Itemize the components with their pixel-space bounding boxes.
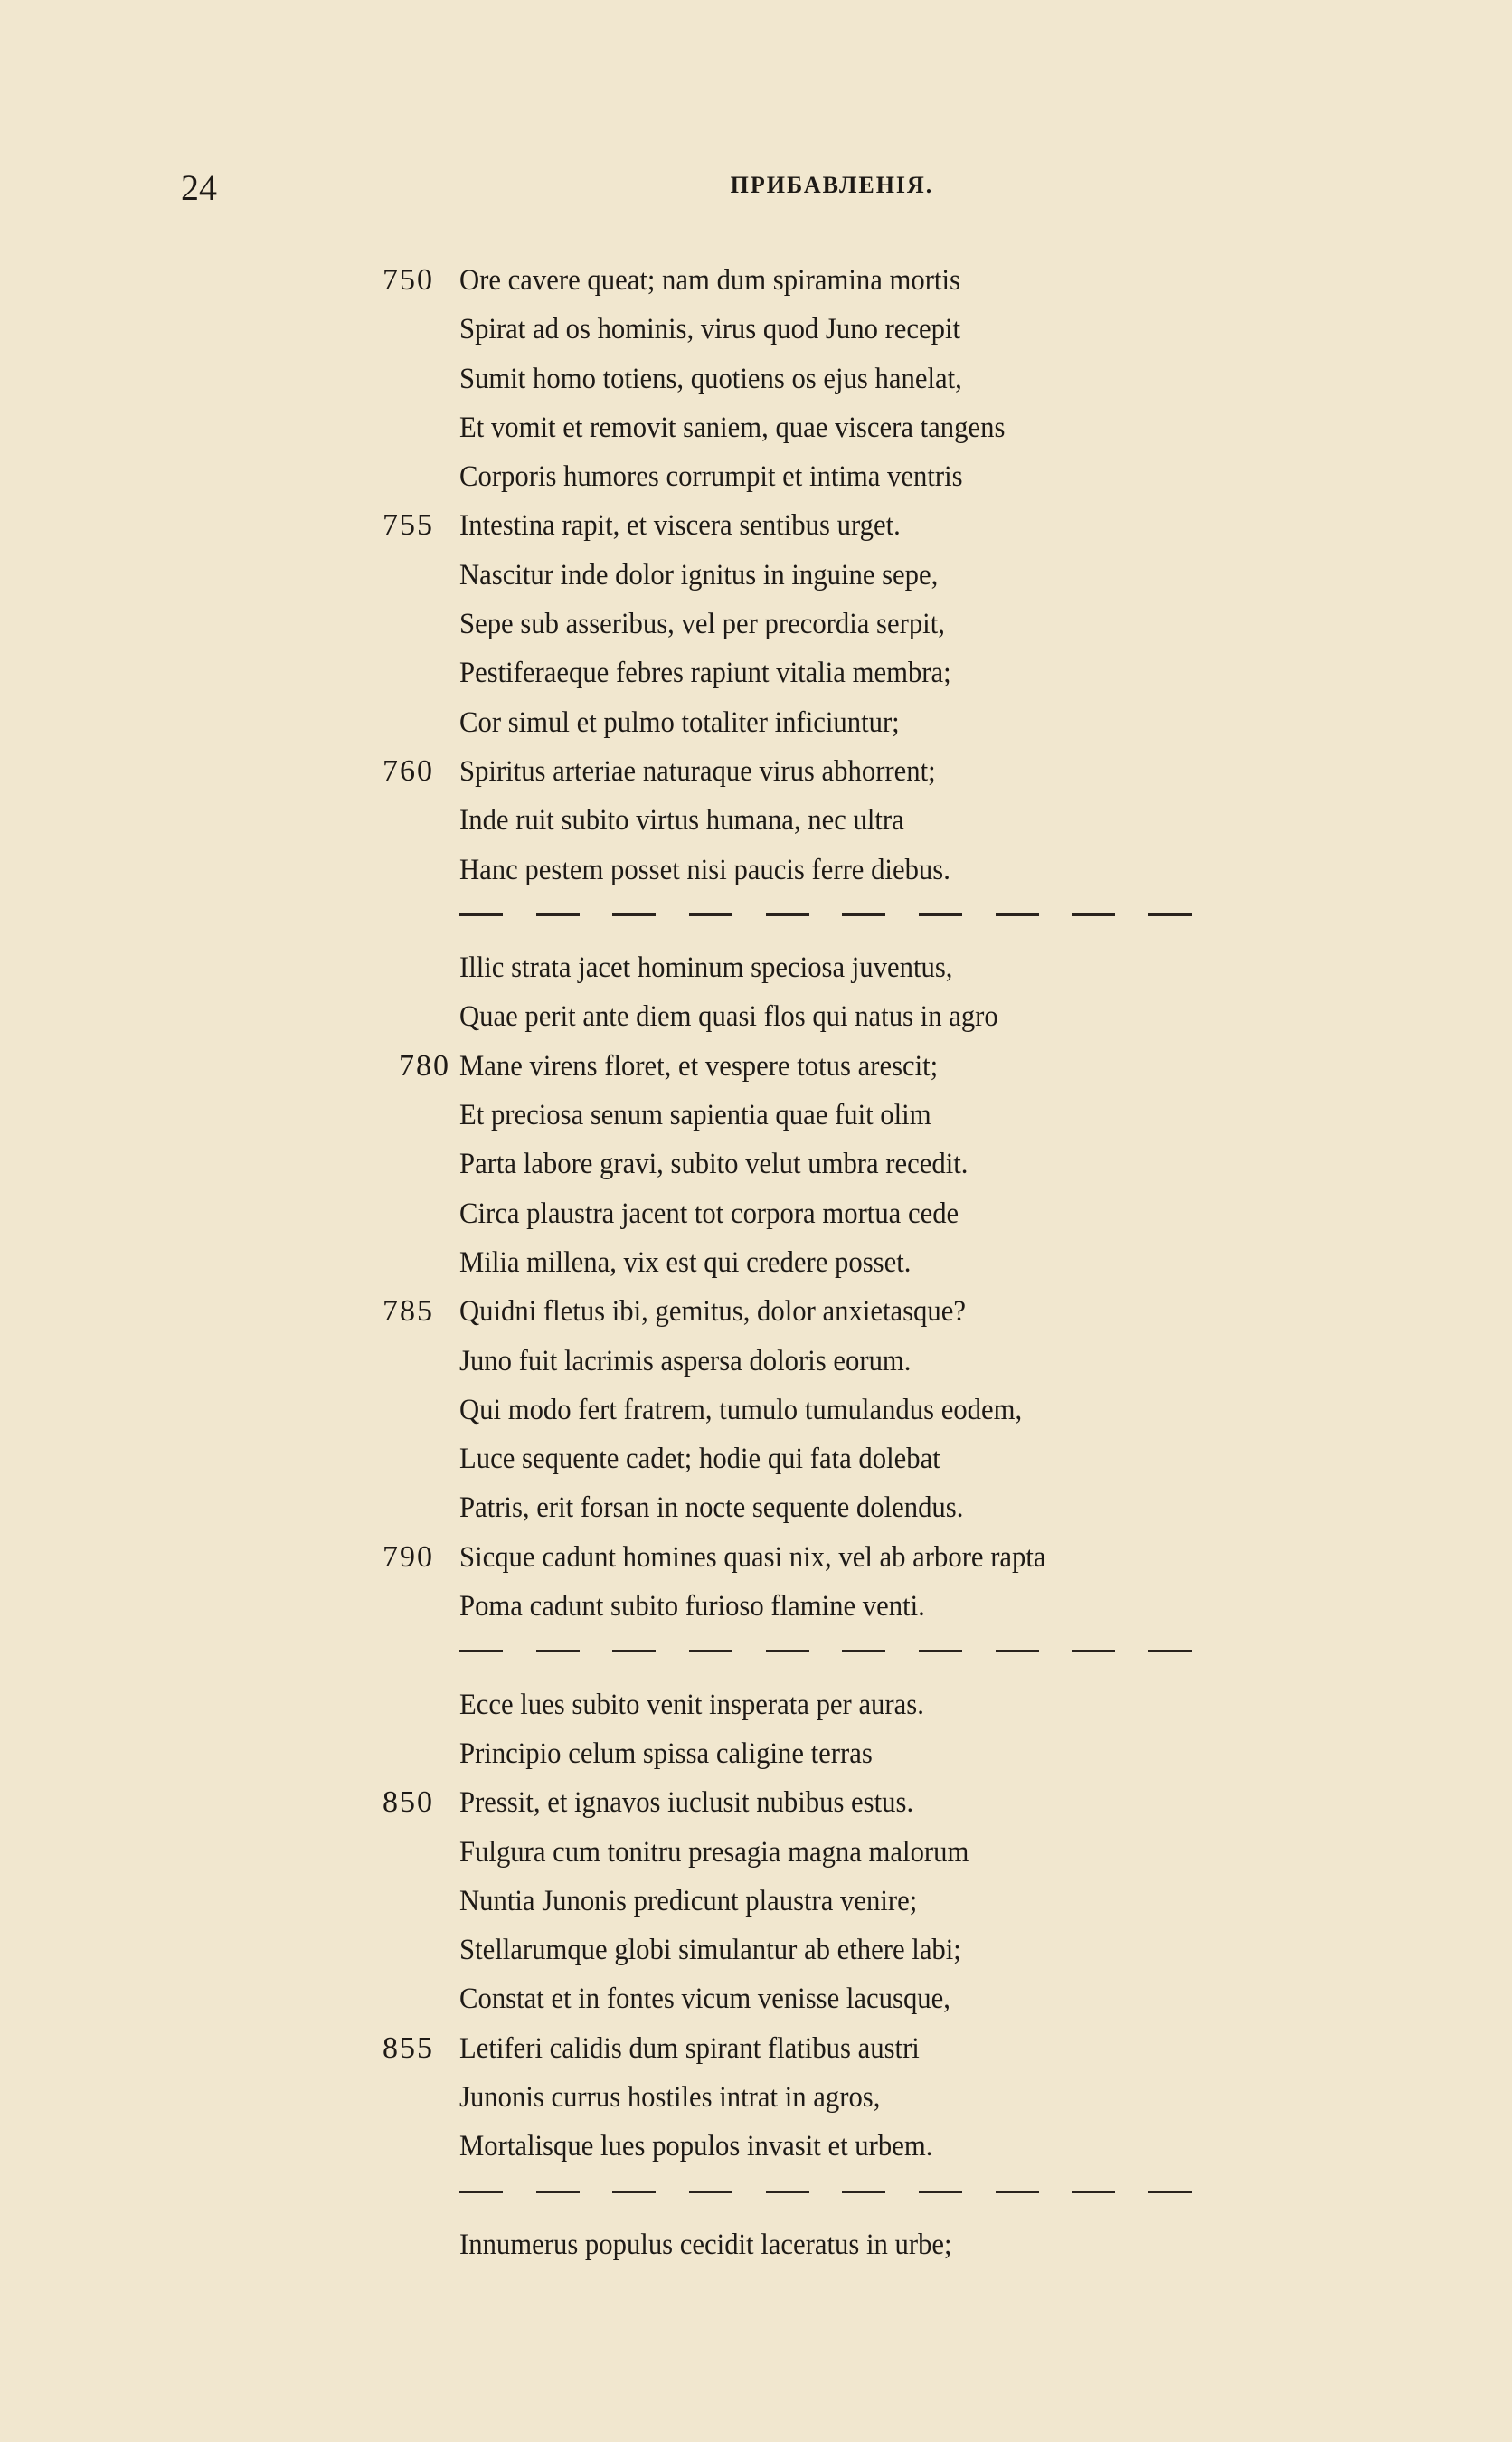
omission-divider: [0, 895, 1512, 944]
dash: [996, 913, 1039, 916]
verse-line: [0, 355, 1512, 404]
dash: [766, 1650, 809, 1652]
verse-line: [0, 306, 1512, 355]
dash: [842, 913, 885, 916]
line-number: 760: [383, 753, 434, 788]
verse-line: [0, 1583, 1512, 1632]
verse-line: [0, 2074, 1512, 2123]
verse-text: Illic strata jacet hominum speciosa juventus,: [459, 951, 953, 985]
verse-line: [0, 847, 1512, 895]
line-number: 780: [399, 1048, 450, 1083]
verse-line: [0, 453, 1512, 502]
running-header: ПРИБАВЛЕНІЯ.: [730, 172, 934, 198]
verse-text: Letiferi calidis dum spirant flatibus austri: [459, 2031, 920, 2065]
line-number: 755: [383, 508, 434, 543]
verse-line: [0, 993, 1512, 1042]
verse-line: [0, 1092, 1512, 1141]
verse-text: Fulgura cum tonitru presagia magna malorum: [459, 1835, 969, 1869]
verse-text: Constat et in fontes vicum venisse lacusque,: [459, 1983, 950, 2016]
verse-line: [0, 748, 1512, 797]
dash: [612, 913, 656, 916]
verse-line: [0, 1288, 1512, 1337]
verse-line: [0, 699, 1512, 748]
verse-line: [0, 552, 1512, 601]
verse-line: [0, 1484, 1512, 1533]
verse-line: [0, 2221, 1512, 2270]
dash: [536, 2191, 580, 2193]
verse-line: [0, 1534, 1512, 1583]
dash: [612, 1650, 656, 1652]
verse-text: Luce sequente cadet; hodie qui fata dolebat: [459, 1443, 940, 1476]
verse-text: Patris, erit forsan in nocte sequente dolendus.: [459, 1491, 964, 1525]
line-number: 785: [383, 1294, 434, 1329]
verse-text: Corporis humores corrumpit et intima ventris: [459, 460, 963, 494]
dash: [1148, 913, 1192, 916]
verse-line: [0, 2025, 1512, 2074]
verse-line: [0, 1975, 1512, 2024]
dash: [459, 1650, 503, 1652]
verse-text: Et preciosa senum sapientia quae fuit olim: [459, 1099, 931, 1132]
verse-text: Pressit, et ignavos iuclusit nubibus estus.: [459, 1786, 914, 1820]
verse-text: Junonis currus hostiles intrat in agros,: [459, 2080, 881, 2114]
verse-text: Nuntia Junonis predicunt plaustra venire;: [459, 1884, 918, 1917]
verse-text: Poma cadunt subito furioso flamine venti.: [459, 1590, 925, 1623]
line-number: 790: [383, 1539, 434, 1574]
verse-text: Inde ruit subito virtus humana, nec ultra: [459, 804, 904, 838]
line-number: 850: [383, 1785, 434, 1820]
verse-line: [0, 257, 1512, 306]
dash: [919, 913, 962, 916]
dash-row: [459, 1650, 1192, 1653]
verse-text: Qui modo fert fratrem, tumulo tumulandus eodem,: [459, 1393, 1023, 1426]
verse-text: Juno fuit lacrimis aspersa doloris eorum.: [459, 1344, 912, 1377]
dash: [919, 1650, 962, 1652]
verse-line: [0, 1435, 1512, 1484]
verse-line: [0, 2123, 1512, 2172]
dash: [459, 2191, 503, 2193]
dash: [689, 1650, 732, 1652]
line-number: 750: [383, 263, 434, 297]
verse-text: Milia millena, vix est qui credere posset.: [459, 1245, 912, 1279]
dash: [842, 1650, 885, 1652]
verse-text: Spiritus arteriae naturaque virus abhorrent;: [459, 754, 936, 788]
verse-line: [0, 1730, 1512, 1779]
verse-text: Sicque cadunt homines quasi nix, vel ab arbore rapta: [459, 1540, 1046, 1574]
verse-line: [0, 404, 1512, 453]
verse-text: Sepe sub asseribus, vel per precordia serpit,: [459, 608, 945, 641]
verse-text: Sumit homo totiens, quotiens os ejus hanelat,: [459, 362, 962, 395]
dash: [612, 2191, 656, 2193]
dash: [536, 1650, 580, 1652]
verse-line: [0, 1141, 1512, 1189]
verse-line: [0, 1681, 1512, 1730]
verse-line: [0, 944, 1512, 993]
verse-line: [0, 1338, 1512, 1387]
dash: [1148, 1650, 1192, 1652]
dash: [689, 913, 732, 916]
poem: [0, 257, 1512, 2270]
verse-line: [0, 649, 1512, 698]
verse-line: [0, 1878, 1512, 1926]
dash: [1072, 913, 1115, 916]
verse-line: [0, 1387, 1512, 1435]
verse-text: Mortalisque lues populos invasit et urbem.: [459, 2130, 933, 2163]
verse-text: Nascitur inde dolor ignitus in inguine sepe,: [459, 558, 939, 592]
dash-row: [459, 2191, 1192, 2194]
dash: [766, 2191, 809, 2193]
dash: [996, 2191, 1039, 2193]
dash: [689, 2191, 732, 2193]
line-number: 855: [383, 2030, 434, 2065]
dash: [1148, 2191, 1192, 2193]
dash-row: [459, 913, 1192, 917]
verse-text: Hanc pestem posset nisi paucis ferre diebus.: [459, 853, 950, 886]
verse-text: Quae perit ante diem quasi flos qui natus in agro: [459, 1000, 998, 1034]
verse-line: [0, 797, 1512, 846]
verse-line: [0, 601, 1512, 649]
verse-text: Parta labore gravi, subito velut umbra recedit.: [459, 1148, 969, 1181]
dash: [766, 913, 809, 916]
verse-text: Ecce lues subito venit insperata per auras.: [459, 1688, 924, 1721]
omission-divider: [0, 1632, 1512, 1680]
dash: [842, 2191, 885, 2193]
verse-text: Circa plaustra jacent tot corpora mortua cede: [459, 1197, 959, 1230]
dash: [536, 913, 580, 916]
verse-line: [0, 1829, 1512, 1878]
dash: [1072, 2191, 1115, 2193]
verse-text: Principio celum spissa caligine terras: [459, 1737, 873, 1770]
verse-text: Pestiferaeque febres rapiunt vitalia membra;: [459, 657, 951, 690]
verse-text: Et vomit et removit saniem, quae viscera tangens: [459, 411, 1006, 444]
dash: [459, 913, 503, 916]
verse-line: [0, 502, 1512, 551]
verse-text: Intestina rapit, et viscera sentibus urget.: [459, 509, 901, 543]
verse-text: Ore cavere queat; nam dum spiramina mortis: [459, 264, 960, 297]
verse-line: [0, 1239, 1512, 1288]
verse-line: [0, 1926, 1512, 1975]
verse-text: Mane virens floret, et vespere totus arescit;: [459, 1049, 939, 1083]
verse-text: Stellarumque globi simulantur ab ethere labi;: [459, 1934, 961, 1967]
verse-line: [0, 1779, 1512, 1828]
dash: [1072, 1650, 1115, 1652]
dash: [996, 1650, 1039, 1652]
omission-divider: [0, 2172, 1512, 2221]
verse-text: Quidni fletus ibi, gemitus, dolor anxietasque?: [459, 1295, 966, 1329]
verse-text: Innumerus populus cecidit laceratus in urbe;: [459, 2228, 952, 2261]
dash: [919, 2191, 962, 2193]
page-number: 24: [181, 167, 217, 208]
verse-line: [0, 1190, 1512, 1239]
verse-line: [0, 1043, 1512, 1092]
verse-text: Spirat ad os hominis, virus quod Juno recepit: [459, 313, 961, 346]
verse-text: Cor simul et pulmo totaliter inficiuntur;: [459, 705, 900, 739]
